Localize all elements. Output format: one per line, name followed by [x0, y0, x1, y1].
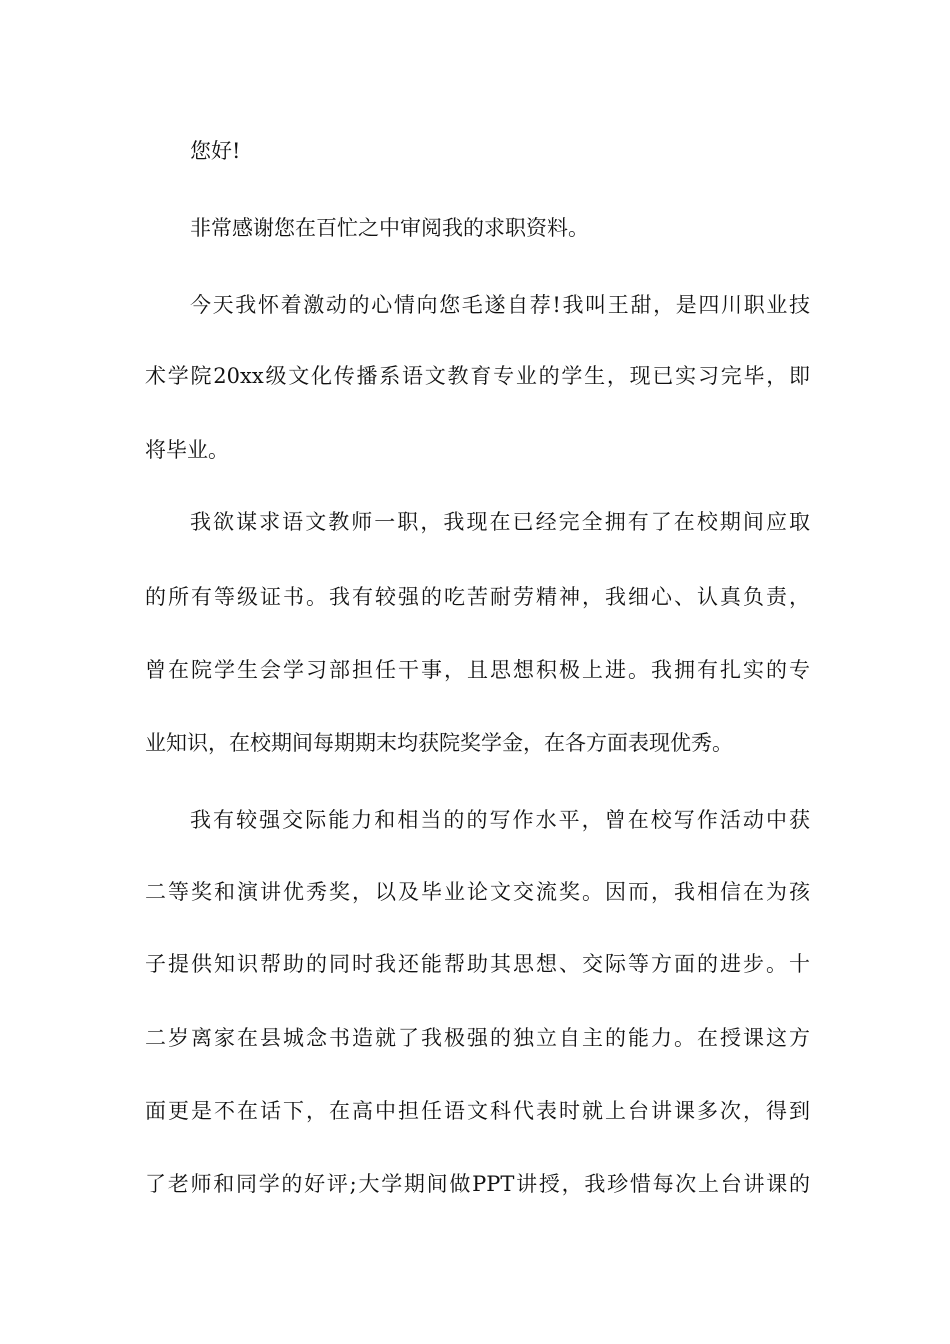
paragraph-line: 二等奖和演讲优秀奖，以及毕业论文交流奖。因而，我相信在为孩 [145, 880, 810, 904]
paragraph-line: 曾在院学生会学习部担任干事，且思想积极上进。我拥有扎实的专 [145, 658, 810, 682]
paragraph-line: 业知识，在校期间每期期末均获院奖学金，在各方面表现优秀。 [145, 731, 733, 755]
paragraph-line: 了老师和同学的好评;大学期间做PPT讲授，我珍惜每次上台讲课的 [145, 1172, 810, 1196]
paragraph-line: 今天我怀着激动的心情向您毛遂自荐!我叫王甜，是四川职业技 [190, 293, 810, 317]
paragraph-line: 子提供知识帮助的同时我还能帮助其思想、交际等方面的进步。十 [145, 952, 810, 976]
paragraph-line: 面更是不在话下，在高中担任语文科代表时就上台讲课多次，得到 [145, 1099, 810, 1123]
paragraph-line: 二岁离家在县城念书造就了我极强的独立自主的能力。在授课这方 [145, 1026, 810, 1050]
paragraph-line: 术学院20xx级文化传播系语文教育专业的学生，现已实习完毕，即 [145, 364, 810, 388]
paragraph-line: 非常感谢您在百忙之中审阅我的求职资料。 [190, 216, 589, 240]
paragraph-line: 的所有等级证书。我有较强的吃苦耐劳精神，我细心、认真负责， [145, 585, 810, 609]
paragraph-line: 我欲谋求语文教师一职，我现在已经完全拥有了在校期间应取 [190, 510, 810, 534]
paragraph-line: 我有较强交际能力和相当的的写作水平，曾在校写作活动中获 [190, 808, 810, 832]
paragraph-line: 将毕业。 [145, 438, 229, 462]
greeting-line: 您好! [190, 139, 241, 163]
